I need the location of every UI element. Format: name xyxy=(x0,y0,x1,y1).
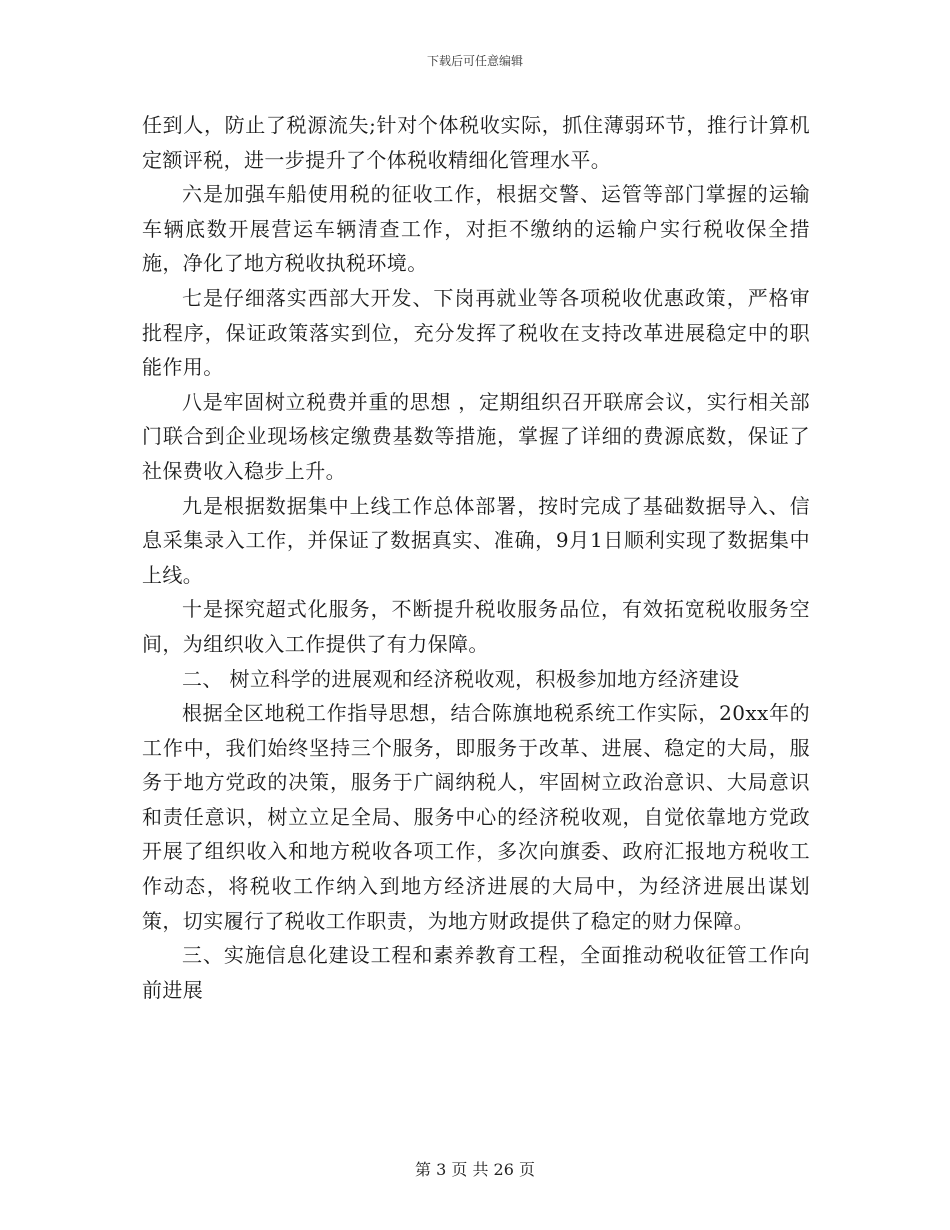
paragraph-3: 七是仔细落实西部大开发、下岗再就业等各项税收优惠政策，严格审批程序，保证政策落实到位，充分发挥了税收在支持改革进展稳定中的职能作用。 xyxy=(142,285,810,380)
section-heading-3: 三、实施信息化建设工程和素养教育工程，全面推动税收征管工作向前进展 xyxy=(142,943,810,1002)
document-body xyxy=(142,108,810,1007)
page-footer: 第 3 页 共 26 页 xyxy=(415,1160,535,1179)
paragraph-2: 六是加强车船使用税的征收工作，根据交警、运管等部门掌握的运输车辆底数开展营运车辆清查工作，对拒不缴纳的运输户实行税收保全措施，净化了地方税收执税环境。 xyxy=(142,182,810,276)
page-header-note: 下载后可任意编辑 xyxy=(426,54,523,68)
paragraph-7: 根据全区地税工作指导思想，结合陈旗地税系统工作实际，20xx年的工作中，我们始终坚持三个服务，即服务于改革、进展、稳定的大局，服务于地方党政的决策，服务于广阔纳税人，牢固树立政治意识、大局意识和责任意识，树立立足全局、服务中心的经济税收观，自觉依靠地方党政开展了组织收入和地方税收各项工作，多次向旗委、政府汇报地方税收工作动态，将税收工作纳入到地方经济进展的大局中，为经济进展出谋划策，切实履行了税收工作职责，为地方财政提供了稳定的财力保障。 xyxy=(142,701,810,933)
section-heading-2: 二、 树立科学的进展观和经济税收观，积极参加地方经济建设 xyxy=(182,666,740,691)
paragraph-1: 任到人，防止了税源流失;针对个体税收实际，抓住薄弱环节，推行计算机定额评税，进一步提升了个体税收精细化管理水平。 xyxy=(142,113,810,172)
paragraph-6: 十是探究超式化服务，不断提升税收服务品位，有效拓宽税收服务空间，为组织收入工作提供了有力保障。 xyxy=(142,597,810,656)
paragraph-5: 九是根据数据集中上线工作总体部署，按时完成了基础数据导入、信息采集录入工作，并保证了数据真实、准确，9月1日顺利实现了数据集中上线。 xyxy=(142,493,810,587)
paragraph-4: 八是牢固树立税费并重的思想 ，定期组织召开联席会议，实行相关部门联合到企业现场核定缴费基数等措施，掌握了详细的费源底数，保证了社保费收入稳步上升。 xyxy=(142,389,810,483)
